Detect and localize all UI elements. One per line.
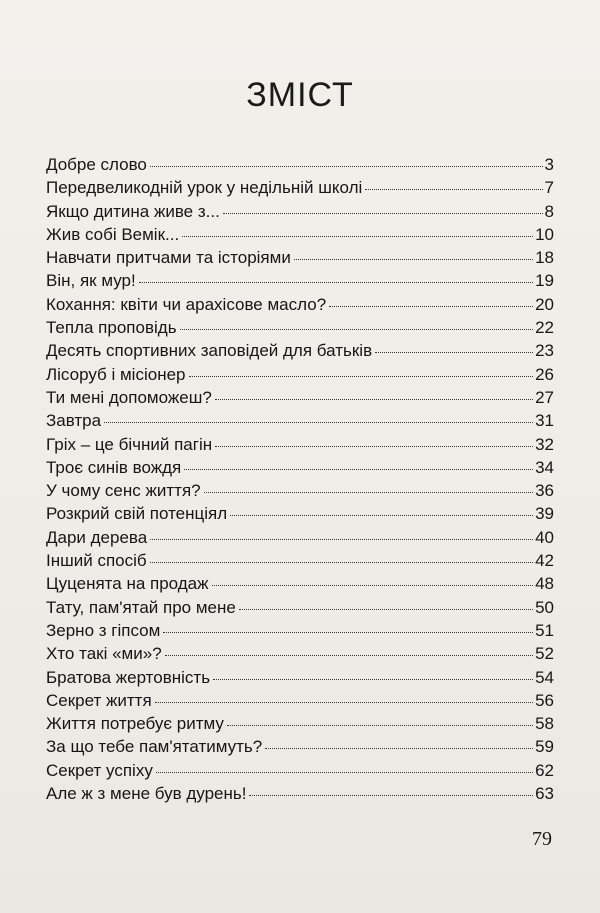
toc-entry-title: Дари дерева [46,527,148,547]
toc-entry [46,363,554,386]
toc-entry-page: 23 [535,341,554,361]
toc-entry [46,386,554,409]
toc-entry-page: 7 [544,178,554,198]
toc-entry-page: 54 [535,667,554,687]
toc-entry-title: Але ж з мене був дурень! [46,784,247,804]
dot-leader [104,422,533,423]
toc-entry [46,642,554,665]
toc-entry [46,269,554,292]
toc-entry [46,153,554,176]
toc-entry [46,502,554,525]
toc-entry-page: 8 [544,201,554,221]
toc-entry-title: Хто такі «ми»? [46,644,162,664]
toc-entry-title: Ти мені допоможеш? [46,387,212,407]
toc-entry-title: Навчати притчами та історіями [46,248,291,268]
toc-entry-page: 42 [535,551,554,571]
table-of-contents [46,153,554,805]
toc-entry-page: 63 [535,784,554,804]
dot-leader [165,655,533,656]
toc-entry-page: 62 [535,760,554,780]
dot-leader [155,702,533,703]
toc-entry [46,712,554,735]
toc-entry-page: 10 [535,224,554,244]
dot-leader [329,306,533,307]
toc-entry [46,735,554,758]
dot-leader [294,259,533,260]
toc-entry-page: 22 [535,318,554,338]
dot-leader [223,213,543,214]
toc-entry-title: Гріх – це бічний пагін [46,434,213,454]
dot-leader [189,376,534,377]
toc-entry [46,200,554,223]
dot-leader [365,189,542,190]
toc-entry-title: Добре слово [46,155,147,174]
toc-entry [46,293,554,316]
toc-entry-title: Тепла проповідь [46,318,177,338]
dot-leader [212,585,534,586]
toc-entry-title: Лісоруб і місіонер [46,364,186,384]
toc-entry-page: 34 [535,457,554,477]
toc-entry-title: Він, як мур! [46,271,136,291]
toc-entry [46,549,554,572]
toc-entry-page: 56 [535,690,554,710]
toc-entry-title: Десять спортивних заповідей для батьків [46,341,373,361]
toc-entry-page: 58 [535,714,554,734]
toc-entry-title: Передвеликодній урок у недільній школі [46,178,363,198]
dot-leader [150,166,543,167]
toc-entry [46,456,554,479]
toc-entry-title: Цуценята на продаж [46,574,209,594]
dot-leader [139,282,533,283]
toc-entry-page: 3 [544,155,554,174]
toc-entry [46,526,554,549]
toc-entry-title: Жив собі Вемік... [46,224,180,244]
toc-entry-title: За що тебе пам'ятатимуть? [46,737,263,757]
toc-entry [46,572,554,595]
toc-entry-title: Життя потребує ритму [46,714,224,734]
toc-entry [46,689,554,712]
toc-entry-page: 27 [535,387,554,407]
toc-entry [46,176,554,199]
page-title: ЗМІСТ [246,76,354,114]
toc-entry-title: Кохання: квіти чи арахісове масло? [46,294,327,314]
dot-leader [215,446,533,447]
toc-entry-page: 50 [535,597,554,617]
toc-entry-title: Розкрий свій потенціял [46,504,228,524]
dot-leader [230,515,533,516]
toc-entry [46,619,554,642]
toc-entry-title: Секрет успіху [46,760,153,780]
dot-leader [239,609,533,610]
toc-entry [46,759,554,782]
toc-entry [46,246,554,269]
toc-entry-title: Зерно з гіпсом [46,620,161,640]
dot-leader [265,748,533,749]
dot-leader [180,329,534,330]
toc-entry-title: Тату, пам'ятай про мене [46,597,236,617]
toc-entry [46,666,554,689]
dot-leader [227,725,533,726]
dot-leader [182,236,533,237]
toc-entry-page: 59 [535,737,554,757]
toc-entry-page: 51 [535,620,554,640]
toc-entry [46,339,554,362]
dot-leader [215,399,533,400]
toc-entry-page: 52 [535,644,554,664]
dot-leader [375,352,533,353]
toc-entry [46,782,554,805]
toc-entry-page: 32 [535,434,554,454]
toc-entry-title: Братова жертовність [46,667,211,687]
toc-entry-title: Якщо дитина живе з... [46,201,220,221]
toc-entry-page: 31 [535,411,554,431]
toc-entry-page: 48 [535,574,554,594]
toc-entry-title: Секрет життя [46,690,152,710]
toc-entry-page: 39 [535,504,554,524]
dot-leader [150,539,533,540]
toc-entry [46,223,554,246]
dot-leader [213,679,533,680]
toc-entry-title: Троє синів вождя [46,457,182,477]
toc-entry-page: 20 [535,294,554,314]
page-number: 79 [532,828,552,850]
dot-leader [184,469,533,470]
toc-entry [46,433,554,456]
toc-entry-title: У чому сенс життя? [46,481,201,501]
dot-leader [204,492,533,493]
dot-leader [163,632,533,633]
dot-leader [156,772,533,773]
toc-entry [46,316,554,339]
toc-entry [46,479,554,502]
dot-leader [150,562,533,563]
toc-entry-page: 36 [535,481,554,501]
toc-entry-page: 18 [535,248,554,268]
dot-leader [249,795,533,796]
toc-entry-title: Інший спосіб [46,551,147,571]
toc-entry [46,409,554,432]
toc-entry-page: 26 [535,364,554,384]
toc-entry-title: Завтра [46,411,102,431]
toc-entry [46,596,554,619]
toc-entry-page: 40 [535,527,554,547]
toc-entry-page: 19 [535,271,554,291]
